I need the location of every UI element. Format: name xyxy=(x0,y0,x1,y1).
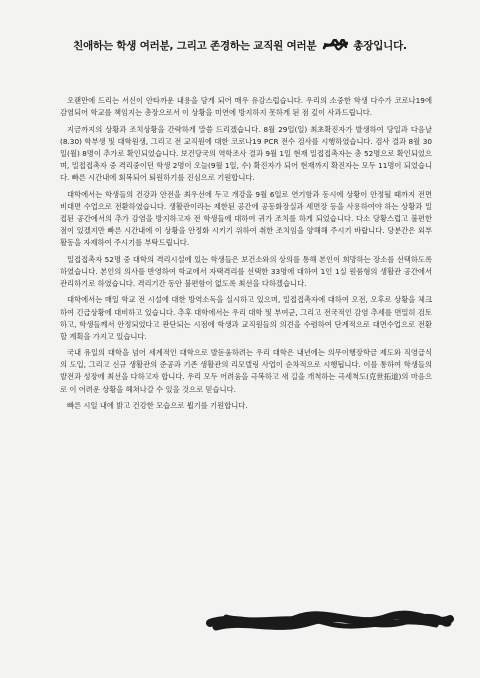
paragraph-future-plans: 국내 유일의 대학을 넘어 세계적인 대학으로 발돋움하려는 우리 대학은 내년에는 의무이행장학금 제도와 직영급식의 도입, 그리고 신규 생활관의 준공과 기존 생활관의 리모델링 사업이 순차적으로 시행됩니다. 이를 통하여 학생들의 발전과 성장에 최선을 다하고자 합니다. 우리 모두 어려움을 극복하고 새 길을 개척하는 극세척도(克世拓道)의 마음으로 이 어려운 상황을 헤쳐나갈 수 있을 것으로 믿습니다. xyxy=(60,348,432,394)
letter-title xyxy=(0,38,480,53)
redacted-signature xyxy=(206,609,454,635)
title-greeting: 친애하는 학생 여러분, 그리고 존경하는 교직원 여러분 xyxy=(73,40,317,52)
title-president: 총장입니다. xyxy=(353,40,407,52)
paragraph-situation: 지금까지의 상황과 조치상황을 간략하게 말씀 드리겠습니다. 8월 29일(일) 최초확진자가 발생하여 당일과 다음날(8.30) 학부생 및 대학원생, 그리고 전 교직원에 대한 코로나19 PCR 전수 검사를 시행하였습니다. 검사 결과 8월 30일(월) 8명이 추가로 확인되었습니다. 보건당국의 역학조사 결과 9월 1일 현재 밀접접촉자는 총 52명으로 확인되었으며, 밀접접촉자 중 격리중이던 학생 2명이 오늘(9월 1일, 수) 확진자가 되어 현재까지 확진자는 모두 11명이 되었습니다. 빠른 시간내에 회복되어 퇴원하기를 진심으로 기원합니다. xyxy=(60,124,432,183)
paragraph-apology: 오랜만에 드리는 서신이 안타까운 내용을 담게 되어 매우 유감스럽습니다. 우리의 소중한 학생 다수가 코로나19에 감염되어 학교를 책임지는 총장으로서 이 상황을 미연에 방지하지 못하게 된 점 깊이 사과드립니다. xyxy=(60,96,432,118)
paragraph-closing: 빠른 시일 내에 밝고 건강한 모습으로 뵙기를 기원합니다. xyxy=(67,401,248,411)
redacted-name-scribble xyxy=(322,39,348,51)
paragraph-disinfection: 대학에서는 매일 학교 전 시설에 대한 방역소독을 실시하고 있으며, 밀접접촉자에 대하여 오전, 오후로 상황을 체크하여 긴급상황에 대비하고 있습니다. 추후 대학에서는 우리 대학 및 부여군, 그리고 전국적인 감염 추세를 면밀히 검토하고, 학생들께서 안정되었다고 판단되는 시점에 학생과 교직원들의 의견을 수렴하여 단계적으로 대면수업으로 전환할 계획을 가지고 있습니다. xyxy=(60,295,432,341)
paragraph-measures: 대학에서는 학생들의 건강과 안전을 최우선에 두고 개강을 9월 6일로 연기함과 동시에 상황이 안정될 때까지 전면 비대면 수업으로 전환하였습니다. 생활관이라는 제한된 공간에 공동화장실과 세면장 등을 사용하여야 하는 상황과 밀접된 공간에서의 추가 감염을 방지하고자 전 학생들에 대하여 귀가 조치를 하게 되었습니다. 다소 당황스럽고 불편한 점이 있겠지만 빠른 시간내에 이 상황을 안정화 시키기 위하여 취한 조치임을 양해해 주시기 바랍니다. 당분간은 외부활동을 자제하여 주시기를 부탁드립니다. xyxy=(60,189,432,248)
letter-body xyxy=(60,95,432,412)
paragraph-quarantine: 밀접접촉자 52명 중 대학의 격리시설에 있는 학생들은 보건소와의 상의를 통해 본인이 희망하는 장소를 선택하도록 하였습니다. 본인의 의사를 반영하여 학교에서 자택격리를 선택한 33명에 대하여 1인 1실 원룸형의 생활관 공간에서 관리하기로 하였습니다. 격리기간 동안 불편함이 없도록 최선을 다하겠습니다. xyxy=(60,254,433,288)
